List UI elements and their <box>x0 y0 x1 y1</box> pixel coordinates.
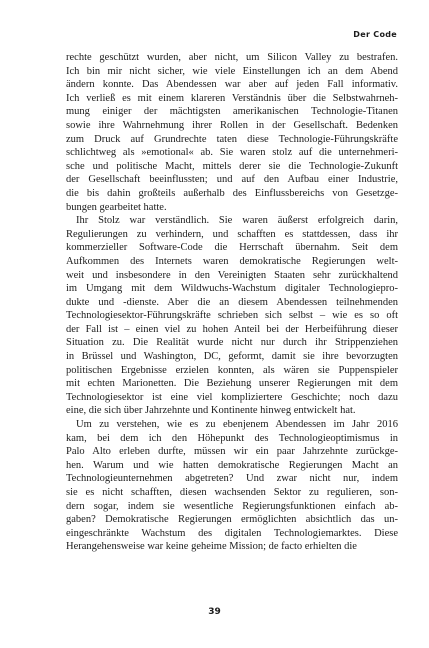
text-line: kam, bei dem ich den Höhepunkt des Technologieoptimismus in <box>66 432 398 444</box>
text-line: dern sogar, indem sie wesentliche Regierungsfunktionen einfach ab- <box>66 500 398 512</box>
text-line: in Brüssel und Washington, DC, geformt, damit sie ihre bevorzugten <box>66 351 398 363</box>
text-line: weit und insbesondere in den Vereinigten Staaten sehr zurückhaltend <box>66 269 398 281</box>
text-line: schlichtweg als »emotional« ab. Sie waren stolz auf die unternehmeri- <box>66 147 398 159</box>
text-line: Technologieunternehmen abgetreten? Und zwar nicht nur, indem <box>66 473 398 485</box>
body-text <box>66 51 398 554</box>
paragraph <box>66 214 398 418</box>
text-line: im Umgang mit dem Wildwuchs-Wachstum digitaler Technologiepro- <box>66 283 398 295</box>
text-line: sche und politische Macht, mittels derer sie die Technologie-Zukunft <box>66 160 398 172</box>
page-number: 39 <box>208 607 221 617</box>
text-line: Aufkommen des Internets waren demokratische Regierungen welt- <box>66 255 398 267</box>
paragraph <box>66 51 398 214</box>
text-line: der Fall ist – einen viel zu hohen Anteil bei der Herbeiführung dieser <box>66 323 398 335</box>
text-line: gaben? Demokratische Regierungen ermöglichten absichtlich das un- <box>66 514 398 526</box>
text-line: Technologiesektor-Führungskräfte schrieben sich selbst – wie es so oft <box>66 310 398 322</box>
text-line: eine, die sich über Jahrzehnte und Kontinente hinweg entwickelt hat. <box>66 405 356 417</box>
text-line: Herangehensweise war keine geheime Mission; de facto erhielten die <box>66 541 357 553</box>
text-line: ändern konnte. Das Abendessen war aber auf jeden Fall informativ. <box>66 79 398 91</box>
text-line: Regulierungen zu verhindern, und schafften es stattdessen, dass ihr <box>66 228 398 240</box>
text-line: Technologiesektor ist eine viel kompliziertere Geschichte; noch dazu <box>66 391 398 403</box>
text-line: Situation zu. Die Realität wurde nicht nur durch ihr Strippenziehen <box>66 337 398 349</box>
text-line: Ich verließ es mit einem klareren Verständnis über die Selbstwahrneh- <box>66 92 398 104</box>
text-line: Palo Alto erleben durfte, müssen wir ein paar Jahrzehnte zurückge- <box>66 446 398 458</box>
text-line: politischen Ergebnisse erzielen konnten, als wären sie Puppenspieler <box>66 364 398 376</box>
text-line: Um zu verstehen, wie es zu ebenjenem Abendessen im Jahr 2016 <box>76 419 398 431</box>
text-line: sowie ihre Wahrnehmung ihrer Rollen in der Gesellschaft. Bedenken <box>66 119 398 131</box>
text-line: dukte und -dienste. Aber die an diesem Abendessen teilnehmenden <box>66 296 398 308</box>
text-line: eingeschränkte Wachstum des digitalen Technologiemarktes. Diese <box>66 527 398 539</box>
text-line: kommerzieller Software-Code die Herrschaft übernahm. Seit dem <box>66 242 398 254</box>
running-head: Der Code <box>353 30 397 39</box>
text-line: die bis dahin großteils außerhalb des Einflussbereichs von Gesetzge- <box>66 187 398 199</box>
text-line: mung einiger der mächtigsten amerikanischen Technologie-Titanen <box>66 106 398 118</box>
text-line: Ich bin mir nicht sicher, wie viele Einstellungen ich an dem Abend <box>66 65 398 77</box>
text-line: der Gesellschaft beeinflussten; und auf den Aufbau einer Industrie, <box>66 174 398 186</box>
text-line: bungen gearbeitet hatte. <box>66 201 167 213</box>
text-line: sie es nicht schafften, diesen wachsenden Sektor zu regulieren, son- <box>66 487 398 498</box>
text-line: rechte geschützt wurden, aber nicht, um Silicon Valley zu bestrafen. <box>66 52 398 63</box>
text-line: mit echten Marionetten. Die Beziehung unserer Regierungen mit dem <box>66 378 398 390</box>
paragraph <box>66 418 398 554</box>
text-line: hen. Warum und wie hatten demokratische Regierungen Macht an <box>66 459 398 471</box>
text-line: Ihr Stolz war verständlich. Sie waren äußerst erfolgreich darin, <box>76 215 398 227</box>
text-line: zum Druck auf Grundrechte taten diese Technologie-Führungskräfte <box>66 133 398 145</box>
